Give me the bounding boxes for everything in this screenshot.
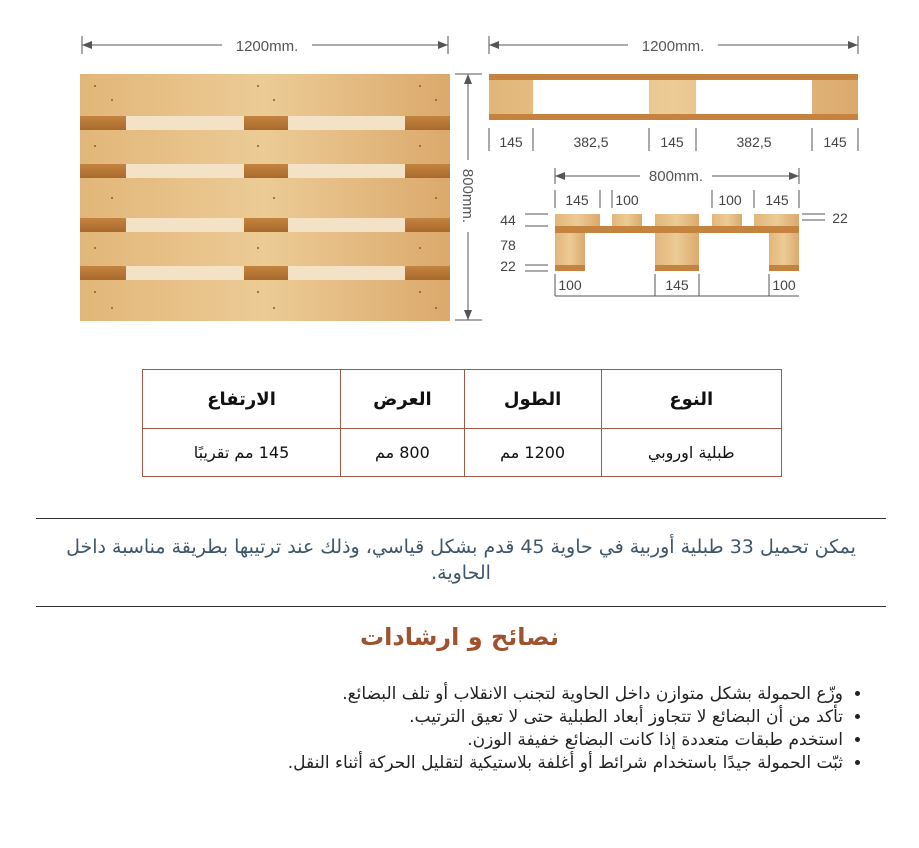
pallet-diagram	[0, 0, 919, 340]
side-seg-3: 145	[660, 134, 684, 150]
side-length-label: 1200mm.	[641, 38, 705, 55]
end-dim-78: 78	[500, 237, 516, 253]
table-row	[143, 429, 782, 477]
end-view	[500, 166, 848, 296]
side-view	[489, 35, 858, 151]
divider-bottom	[36, 606, 886, 607]
end-top-seg-2: 100	[615, 192, 639, 208]
end-bottom-seg-3: 100	[772, 277, 796, 293]
cell-type: طبلية اوروبي	[601, 429, 782, 477]
tips-list	[23, 683, 863, 775]
list-item: • ثبّت الحمولة جيدًا باستخدام شرائط أو أغلفة بلاستيكية لتقليل الحركة أثناء النقل.	[23, 752, 843, 775]
end-top-seg-3: 100	[718, 192, 742, 208]
end-dim-44: 44	[500, 212, 516, 228]
list-item: • استخدم طبقات متعددة إذا كانت البضائع خفيفة الوزن.	[23, 729, 843, 752]
end-top-seg-4: 145	[765, 192, 789, 208]
side-seg-4: 382,5	[736, 134, 772, 150]
header-width: العرض	[341, 370, 465, 429]
capacity-note: يمكن تحميل 33 طبلية أوربية في حاوية 45 قدم بشكل قياسي، وذلك عند ترتيبها بطريقة مناسبة داخل الحاوية.	[66, 536, 856, 584]
pallet-specs-table	[142, 369, 782, 477]
top-length-label: 1200mm.	[235, 38, 299, 55]
end-dim-22-left: 22	[500, 258, 516, 274]
cell-length: 1200 مم	[464, 429, 601, 477]
side-seg-5: 145	[823, 134, 847, 150]
tips-title: نصائح و ارشادات	[360, 623, 559, 651]
list-item: • تأكد من أن البضائع لا تتجاوز أبعاد الطبلية حتى لا تعيق الترتيب.	[23, 706, 843, 729]
end-top-seg-1: 145	[565, 192, 589, 208]
top-view	[80, 35, 482, 321]
table-header-row	[143, 370, 782, 429]
header-length: الطول	[464, 370, 601, 429]
end-bottom-seg-1: 100	[558, 277, 582, 293]
side-seg-2: 382,5	[573, 134, 609, 150]
end-dim-22-right: 22	[832, 210, 848, 226]
header-type: النوع	[601, 370, 782, 429]
list-item: • وزّع الحمولة بشكل متوازن داخل الحاوية لتجنب الانقلاب أو تلف البضائع.	[23, 683, 843, 706]
cell-height: 145 مم تقريبًا	[143, 429, 341, 477]
end-bottom-seg-2: 145	[665, 277, 689, 293]
divider-top	[36, 518, 886, 519]
cell-width: 800 مم	[341, 429, 465, 477]
height-label: 800mm.	[459, 168, 476, 224]
end-width-label: 800mm.	[648, 168, 704, 185]
header-height: الارتفاع	[143, 370, 341, 429]
side-seg-1: 145	[499, 134, 523, 150]
